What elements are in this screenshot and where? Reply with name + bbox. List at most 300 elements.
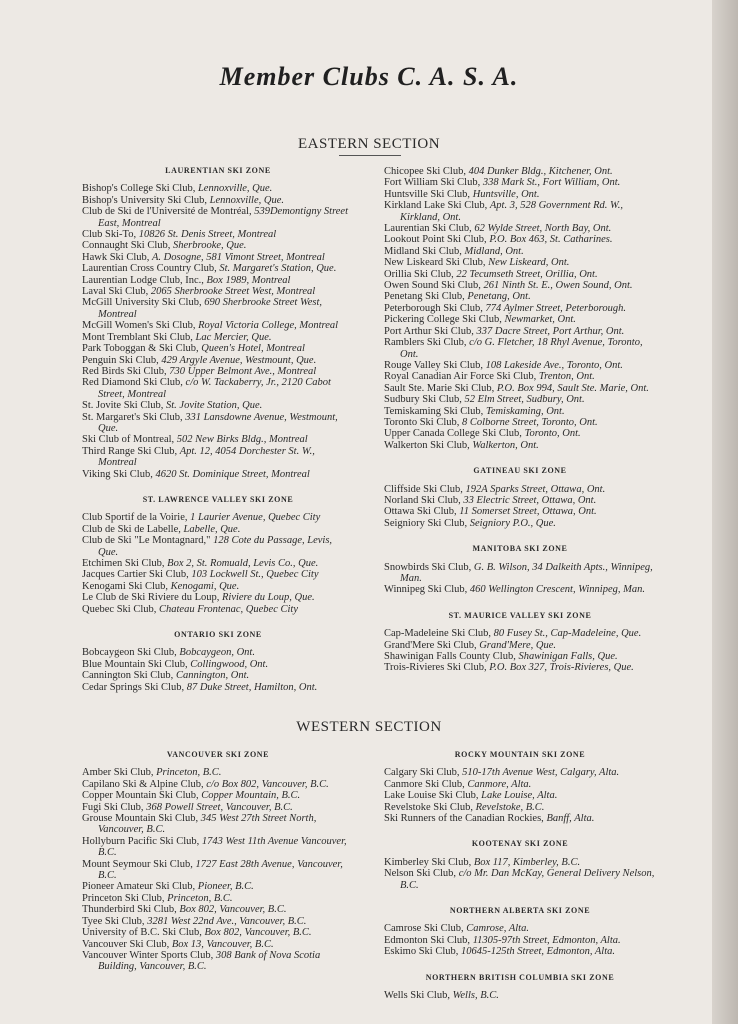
club-address: Grand'Mere, Que. — [479, 639, 557, 651]
club-name: Red Birds Ski Club, — [82, 365, 170, 377]
club-entry — [384, 360, 656, 371]
club-name: University of B.C. Ski Club, — [82, 927, 205, 939]
club-name: Walkerton Ski Club, — [384, 439, 473, 451]
club-address: Penetang, Ont. — [467, 291, 531, 303]
club-name: Lookout Point Ski Club, — [384, 234, 490, 246]
club-name: Cliffside Ski Club, — [384, 483, 466, 495]
club-address: 11 Somerset Street, Ottawa, Ont. — [459, 506, 597, 518]
club-address: Lennoxville, Que. — [197, 183, 273, 195]
club-entry — [82, 206, 354, 229]
club-address: Apt. 12, 4054 Dorchester St. W., Montreal — [98, 445, 315, 469]
club-entry — [82, 881, 354, 892]
club-entry — [384, 166, 656, 177]
club-address: P.O. Box 327, Trois-Rivieres, Que. — [489, 662, 634, 674]
club-name: Toronto Ski Club, — [384, 416, 463, 428]
club-name: Amber Ski Club, — [82, 767, 157, 779]
club-name: McGill Women's Ski Club, — [82, 320, 199, 332]
club-address: Camrose, Alta. — [466, 923, 529, 935]
club-name: Wells Ski Club, — [384, 990, 453, 1002]
club-address: Princeton, B.C. — [156, 767, 222, 779]
zone-heading: VANCOUVER SKI ZONE — [166, 750, 270, 759]
club-address: 62 Wylde Street, North Bay, Ont. — [474, 223, 612, 235]
club-name: Temiskaming Ski Club, — [384, 405, 486, 417]
club-address: Sherbrooke, Que. — [173, 240, 247, 252]
club-address: 331 Lansdowne Avenue, Westmount, Que. — [98, 411, 338, 434]
club-address: Trenton, Ont. — [538, 371, 595, 383]
club-entry — [82, 859, 354, 882]
club-entry — [384, 337, 656, 360]
club-name: Pickering College Ski Club, — [384, 314, 505, 326]
club-name: Laurentian Ski Club, — [384, 223, 475, 235]
club-address: Huntsville, Ont. — [472, 188, 540, 200]
club-entry — [82, 647, 354, 658]
club-entry — [82, 581, 354, 592]
club-address: 22 Tecumseth Street, Orillia, Ont. — [456, 268, 598, 280]
club-entry — [82, 916, 354, 927]
club-address: Newmarket, Ont. — [504, 314, 576, 326]
club-address: 108 Lakeside Ave., Toronto, Ont. — [485, 359, 623, 371]
club-address: Box 117, Kimberley, B.C. — [473, 856, 581, 868]
club-entry — [384, 280, 656, 291]
club-name: Edmonton Ski Club, — [384, 934, 473, 946]
club-name: Huntsville Ski Club, — [384, 188, 473, 200]
club-entry — [82, 893, 354, 904]
club-entry — [82, 263, 354, 274]
club-name: Norland Ski Club, — [384, 494, 464, 506]
club-entry — [82, 569, 354, 580]
club-address: 460 Wellington Crescent, Winnipeg, Man. — [469, 584, 646, 596]
club-name: Royal Canadian Air Force Ski Club, — [384, 371, 539, 383]
club-address: Lake Louise, Alta. — [481, 790, 558, 802]
club-address: Toronto, Ont. — [524, 428, 581, 440]
club-address: c/o W. Tackaberry, Jr., 2120 Cabot Street, Montreal — [98, 377, 331, 400]
club-name: Mont Tremblant Ski Club, — [82, 331, 196, 343]
zone-kootenay-ski-zone — [384, 838, 656, 891]
club-name: Penetang Ski Club, — [384, 291, 468, 303]
club-address: 261 Ninth St. E., Owen Sound, Ont. — [483, 280, 633, 292]
club-entry — [384, 223, 656, 234]
club-address: 539Demontigny Street East, Montreal — [98, 206, 349, 229]
zone-club — [384, 166, 656, 451]
club-address: 128 Cote du Passage, Levis, Que. — [98, 535, 333, 558]
club-address: P.O. Box 463, St. Catharines. — [489, 234, 613, 246]
club-name: Penguin Ski Club, — [82, 354, 162, 366]
zone-gatineau-ski-zone — [384, 465, 656, 529]
club-address: A. Dosogne, 581 Vimont Street, Montreal — [152, 251, 325, 263]
club-entry — [82, 512, 354, 523]
club-address: c/o Mr. Dan McKay, General Delivery Nelson, B.C. — [400, 868, 655, 891]
club-entry — [384, 189, 656, 200]
club-name: Fort William Ski Club, — [384, 177, 483, 189]
club-entry — [384, 484, 656, 495]
zone-st-lawrence-valley-ski-zone — [82, 494, 354, 615]
club-address: 510-17th Avenue West, Calgary, Alta. — [462, 767, 620, 779]
club-address: 1 Laurier Avenue, Quebec City — [190, 512, 321, 524]
club-name: Grouse Mountain Ski Club, — [82, 813, 201, 825]
club-entry — [384, 518, 656, 529]
club-name: Nelson Ski Club, — [384, 868, 459, 880]
club-name: Peterborough Ski Club, — [384, 302, 486, 314]
club-address: Apt. 3, 528 Government Rd. W., Kirkland, Ont. — [400, 200, 624, 223]
club-name: Park Toboggan & Ski Club, — [82, 343, 202, 355]
club-name: Bobcaygeon Ski Club, — [82, 647, 180, 659]
club-address: Temiskaming, Ont. — [485, 405, 565, 417]
club-name: Winnipeg Ski Club, — [384, 584, 470, 596]
club-name: Ski Runners of the Canadian Rockies, — [384, 813, 547, 825]
club-address: Bobcaygeon, Ont. — [179, 647, 255, 659]
club-entry — [82, 813, 354, 836]
club-address: 345 West 27th Street North, Vancouver, B.C. — [98, 813, 317, 836]
club-entry — [384, 779, 656, 790]
club-address: Canmore, Alta. — [467, 778, 532, 790]
club-entry — [82, 377, 354, 400]
club-name: Calgary Ski Club, — [384, 767, 463, 779]
club-name: Princeton Ski Club, — [82, 892, 168, 904]
club-name: Cannington Ski Club, — [82, 670, 176, 682]
club-entry — [82, 802, 354, 813]
club-entry — [384, 314, 656, 325]
club-address: Seigniory P.O., Que. — [469, 517, 556, 529]
club-name: Club de Ski de Labelle, — [82, 523, 184, 535]
club-address: 730 Upper Belmont Ave., Montreal — [169, 365, 317, 377]
club-address: St. Jovite Station, Que. — [166, 400, 263, 412]
club-name: Vancouver Ski Club, — [82, 938, 172, 950]
club-entry — [82, 469, 354, 480]
club-name: Eskimo Ski Club, — [384, 946, 462, 958]
club-address: 337 Dacre Street, Port Arthur, Ont. — [476, 325, 625, 337]
club-address: 80 Fusey St., Cap-Madeleine, Que. — [493, 628, 642, 640]
zone-heading: NORTHERN ALBERTA SKI ZONE — [449, 906, 591, 916]
club-address: 4620 St. Dominique Street, Montreal — [155, 468, 310, 480]
club-entry — [82, 604, 354, 615]
zone-ontario-ski-zone — [82, 629, 354, 693]
club-entry — [384, 177, 656, 188]
club-address: 192A Sparks Street, Ottawa, Ont. — [465, 483, 606, 495]
club-entry — [82, 400, 354, 411]
club-name: Kenogami Ski Club, — [82, 580, 171, 592]
club-address: Revelstoke, B.C. — [475, 801, 545, 813]
club-address: Wells, B.C. — [452, 990, 499, 1002]
club-address: 690 Sherbrooke Street West, Montreal — [98, 297, 323, 320]
club-name: Jacques Cartier Ski Club, — [82, 569, 192, 581]
club-entry — [82, 670, 354, 681]
club-name: Canmore Ski Club, — [384, 778, 468, 790]
club-address: Box 802, Vancouver, B.C. — [179, 904, 287, 916]
club-address: Box 802, Vancouver, B.C. — [204, 927, 312, 939]
club-name: Shawinigan Falls County Club, — [384, 651, 519, 663]
club-name: Port Arthur Ski Club, — [384, 325, 477, 337]
section-divider — [339, 155, 401, 156]
club-entry — [384, 269, 656, 280]
eastern-section-heading: EASTERN SECTION — [297, 136, 441, 152]
club-entry — [82, 297, 354, 320]
club-name: Sault Ste. Marie Ski Club, — [384, 382, 497, 394]
western-right-column — [384, 749, 656, 1016]
club-entry — [384, 246, 656, 257]
club-name: Hawk Ski Club, — [82, 251, 153, 263]
club-entry — [384, 326, 656, 337]
club-address: 368 Powell Street, Vancouver, B.C. — [146, 801, 293, 813]
club-address: G. B. Wilson, 34 Dalkeith Apts., Winnipeg, Man. — [400, 561, 653, 584]
club-entry — [82, 412, 354, 435]
club-address: Collingwood, Ont. — [190, 658, 269, 670]
zone-laurentian-ski-zone — [82, 165, 354, 480]
zone-rocky-mountain-ski-zone — [384, 749, 656, 824]
club-address: Shawinigan Falls, Que. — [518, 651, 618, 663]
club-entry — [82, 535, 354, 558]
club-address: Lac Mercier, Que. — [195, 331, 272, 343]
club-address: 404 Dunker Bldg., Kitchener, Ont. — [468, 166, 613, 177]
club-name: Laurentian Cross Country Club, — [82, 263, 220, 275]
club-entry — [384, 857, 656, 868]
club-entry — [82, 434, 354, 445]
club-address: 308 Bank of Nova Scotia Building, Vancouver, B.C. — [98, 949, 321, 973]
club-name: Sudbury Ski Club, — [384, 394, 465, 406]
club-entry — [82, 524, 354, 535]
western-section-heading: WESTERN SECTION — [296, 719, 442, 735]
club-entry — [384, 303, 656, 314]
club-name: Club Ski-To, — [82, 229, 139, 241]
club-name: Kimberley Ski Club, — [384, 856, 474, 868]
club-entry — [82, 927, 354, 938]
club-entry — [384, 946, 656, 957]
club-entry — [384, 813, 656, 824]
club-name: Third Range Ski Club, — [82, 445, 180, 457]
club-entry — [82, 286, 354, 297]
club-name: Ski Club of Montreal, — [82, 434, 177, 446]
club-name: Blue Mountain Ski Club, — [82, 658, 191, 670]
zone-heading: ROCKY MOUNTAIN SKI ZONE — [454, 750, 586, 759]
club-address: 33 Electric Street, Ottawa, Ont. — [463, 494, 597, 506]
club-address: Labelle, Que. — [183, 523, 241, 535]
club-name: Viking Ski Club, — [82, 468, 156, 480]
club-address: 2065 Sherbrooke Street West, Montreal — [150, 286, 316, 298]
zone-heading: ST. LAWRENCE VALLEY SKI ZONE — [142, 494, 294, 504]
zone-heading: ONTARIO SKI ZONE — [174, 630, 262, 640]
club-entry — [82, 275, 354, 286]
zone-heading: LAURENTIAN SKI ZONE — [165, 166, 271, 175]
club-entry — [384, 440, 656, 451]
club-address: Pioneer, B.C. — [197, 881, 254, 893]
club-address: Walkerton, Ont. — [472, 439, 539, 451]
club-entry — [384, 406, 656, 417]
club-name: Club de Ski de l'Université de Montréal, — [82, 206, 255, 218]
club-address: 87 Duke Street, Hamilton, Ont. — [186, 681, 318, 693]
club-entry — [82, 343, 354, 354]
club-entry — [384, 383, 656, 394]
club-name: Etchimen Ski Club, — [82, 558, 168, 569]
zone-manitoba-ski-zone — [384, 543, 656, 596]
club-address: Lennoxville, Que. — [209, 194, 284, 206]
club-entry — [384, 651, 656, 662]
club-name: Copper Mountain Ski Club, — [82, 790, 202, 802]
club-name: Snowbirds Ski Club, — [384, 561, 474, 573]
zone-northern-british-columbia-ski-zone — [384, 972, 656, 1002]
club-entry — [384, 562, 656, 585]
club-name: Club de Ski "Le Montagnard," — [82, 535, 214, 547]
club-address: 429 Argyle Avenue, Westmount, Que. — [161, 354, 317, 366]
club-name: Chicopee Ski Club, — [384, 166, 469, 177]
club-entry — [82, 836, 354, 859]
club-name: Ottawa Ski Club, — [384, 506, 460, 518]
page-edge — [712, 0, 738, 1024]
club-address: Banff, Alta. — [546, 813, 595, 825]
club-entry — [82, 659, 354, 670]
club-entry — [384, 923, 656, 934]
club-entry — [82, 939, 354, 950]
club-entry — [384, 584, 656, 595]
club-entry — [82, 366, 354, 377]
club-name: Mount Seymour Ski Club, — [82, 858, 196, 870]
club-name: McGill University Ski Club, — [82, 297, 205, 309]
club-address: P.O. Box 994, Sault Ste. Marie, Ont. — [496, 382, 649, 394]
club-address: Riviere du Loup, Que. — [221, 592, 315, 604]
club-name: St. Margaret's Ski Club, — [82, 411, 186, 423]
club-entry — [82, 252, 354, 263]
club-address: Princeton, B.C. — [167, 892, 233, 904]
club-entry — [82, 592, 354, 603]
club-entry — [82, 446, 354, 469]
club-name: Pioneer Amateur Ski Club, — [82, 881, 198, 893]
club-address: Queen's Hotel, Montreal — [201, 343, 305, 355]
eastern-left-column — [82, 165, 354, 707]
club-entry — [82, 904, 354, 915]
club-name: Lake Louise Ski Club, — [384, 790, 482, 802]
club-entry — [384, 935, 656, 946]
club-entry — [384, 628, 656, 639]
club-name: Midland Ski Club, — [384, 245, 465, 257]
club-entry — [384, 234, 656, 245]
club-entry — [384, 257, 656, 268]
club-entry — [82, 355, 354, 366]
club-entry — [384, 767, 656, 778]
club-name: Tyee Ski Club, — [82, 915, 148, 927]
club-name: Laurentian Lodge Club, Inc., — [82, 274, 207, 286]
zone-heading: KOOTENAY SKI ZONE — [471, 839, 569, 849]
zone-heading: ST. MAURICE VALLEY SKI ZONE — [448, 610, 592, 620]
club-name: Grand'Mere Ski Club, — [384, 639, 480, 651]
club-address: Midland, Ont. — [464, 245, 524, 257]
club-entry — [82, 950, 354, 973]
club-address: c/o Box 802, Vancouver, B.C. — [206, 778, 329, 790]
club-address: 1743 West 11th Avenue Vancouver, B.C. — [98, 835, 347, 859]
club-name: Camrose Ski Club, — [384, 923, 467, 935]
club-address: 10645-125th Street, Edmonton, Alta. — [461, 946, 616, 958]
club-entry — [384, 790, 656, 801]
zone-heading: GATINEAU SKI ZONE — [473, 466, 567, 476]
club-address: 8 Colborne Street, Toronto, Ont. — [462, 416, 598, 428]
club-address: 103 Lockwell St., Quebec City — [191, 569, 319, 581]
club-entry — [82, 320, 354, 331]
club-address: 10826 St. Denis Street, Montreal — [138, 229, 277, 241]
club-address: 338 Mark St., Fort William, Ont. — [482, 177, 621, 189]
club-entry — [384, 868, 656, 891]
club-name: Rouge Valley Ski Club, — [384, 359, 486, 371]
club-name: Connaught Ski Club, — [82, 240, 174, 252]
club-name: Bishop's College Ski Club, — [82, 183, 198, 195]
club-entry — [384, 417, 656, 428]
club-address: Box 2, St. Romuald, Levis Co., Que. — [167, 558, 319, 569]
club-address: c/o G. Fletcher, 18 Rhyl Avenue, Toronto, Ont. — [400, 337, 643, 360]
club-name: Laval Ski Club, — [82, 286, 151, 298]
club-entry — [384, 640, 656, 651]
club-name: Capilano Ski & Alpine Club, — [82, 778, 207, 790]
club-entry — [82, 682, 354, 693]
zone-vancouver-ski-zone — [82, 749, 354, 973]
club-entry — [384, 291, 656, 302]
club-name: Hollyburn Pacific Ski Club, — [82, 835, 202, 847]
zone-heading: NORTHERN BRITISH COLUMBIA SKI ZONE — [425, 972, 615, 982]
club-address: Cannington, Ont. — [175, 670, 250, 682]
club-entry — [384, 394, 656, 405]
zone-st-maurice-valley-ski-zone — [384, 610, 656, 674]
zone-heading: MANITOBA SKI ZONE — [472, 544, 568, 554]
club-name: Club Sportif de la Voirie, — [82, 512, 191, 524]
club-address: Kenogami, Que. — [170, 580, 240, 592]
club-entry — [82, 240, 354, 251]
club-address: 502 New Birks Bldg., Montreal — [176, 434, 308, 446]
club-entry — [82, 767, 354, 778]
club-entry — [82, 558, 354, 569]
club-name: Fugi Ski Club, — [82, 801, 147, 813]
club-entry — [82, 195, 354, 206]
club-entry — [82, 183, 354, 194]
club-address: 774 Aylmer Street, Peterborough. — [485, 302, 626, 314]
club-name: Trois-Rivieres Ski Club, — [384, 662, 490, 674]
club-entry — [82, 332, 354, 343]
club-address: 1727 East 28th Avenue, Vancouver, B.C. — [98, 858, 343, 882]
club-address: Chateau Frontenac, Quebec City — [159, 603, 298, 615]
club-address: Box 1989, Montreal — [206, 274, 291, 286]
club-entry — [82, 779, 354, 790]
eastern-right-column — [384, 166, 656, 688]
club-entry — [82, 229, 354, 240]
club-address: Royal Victoria College, Montreal — [198, 320, 339, 332]
club-name: Owen Sound Ski Club, — [384, 280, 484, 292]
club-entry — [384, 200, 656, 223]
club-address: Copper Mountain, B.C. — [201, 790, 301, 802]
club-name: St. Jovite Ski Club, — [82, 400, 167, 412]
club-name: Upper Canada College Ski Club, — [384, 428, 525, 440]
club-entry — [384, 495, 656, 506]
club-entry — [384, 990, 656, 1001]
club-address: 3281 West 22nd Ave., Vancouver, B.C. — [147, 915, 307, 927]
club-address: St. Margaret's Station, Que. — [219, 263, 337, 275]
club-name: Thunderbird Ski Club, — [82, 904, 180, 916]
club-name: Ramblers Ski Club, — [384, 337, 470, 349]
club-entry — [82, 790, 354, 801]
western-left-column — [82, 749, 354, 987]
club-name: Quebec Ski Club, — [82, 603, 159, 615]
club-entry — [384, 802, 656, 813]
club-name: Cedar Springs Ski Club, — [82, 681, 187, 693]
club-name: New Liskeard Ski Club, — [384, 257, 489, 269]
club-entry — [384, 371, 656, 382]
club-name: Bishop's University Ski Club, — [82, 194, 210, 206]
club-name: Cap-Madeleine Ski Club, — [384, 628, 494, 640]
club-name: Red Diamond Ski Club, — [82, 377, 186, 389]
club-address: 52 Elm Street, Sudbury, Ont. — [464, 394, 585, 406]
club-entry — [384, 428, 656, 439]
club-name: Le Club de Ski Riviere du Loup, — [82, 592, 222, 604]
zone-northern-alberta-ski-zone — [384, 905, 656, 958]
club-name: Revelstoke Ski Club, — [384, 801, 476, 813]
club-address: New Liskeard, Ont. — [488, 257, 570, 269]
club-address: 11305-97th Street, Edmonton, Alta. — [472, 934, 621, 946]
club-name: Seigniory Ski Club, — [384, 517, 470, 529]
club-name: Vancouver Winter Sports Club, — [82, 949, 216, 961]
club-name: Orillia Ski Club, — [384, 268, 457, 280]
